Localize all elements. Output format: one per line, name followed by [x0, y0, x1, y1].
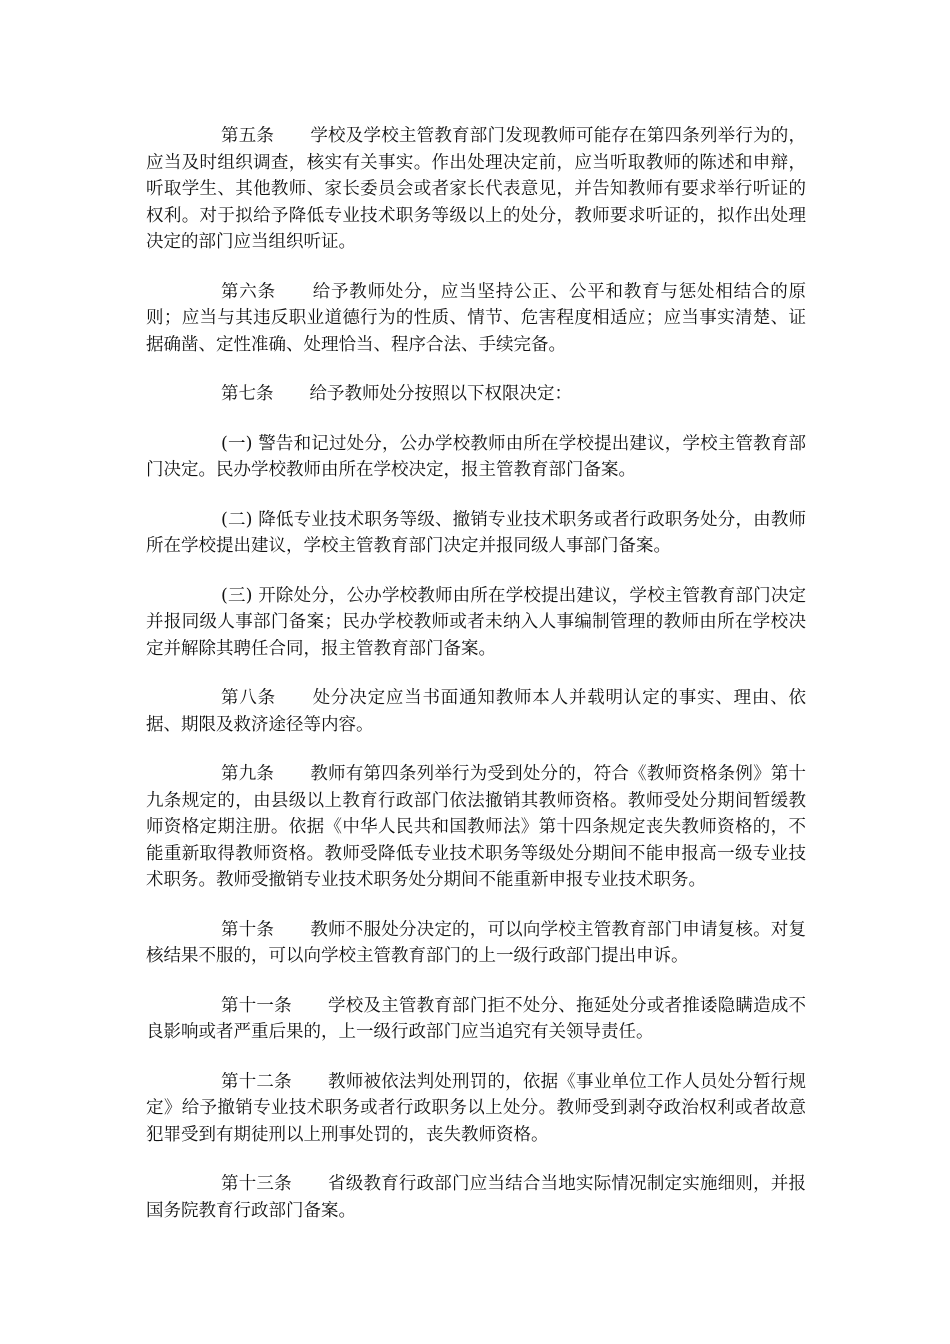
article-text: 给予教师处分，应当坚持公正、公平和教育与惩处相结合的原则；应当与其违反职业道德行为的性质、情节、危害程度相适应；应当事实清楚、证据确凿、定性准确、处理恰当、程序合法、手续完备。	[146, 281, 807, 355]
article-number: 第九条	[221, 764, 275, 784]
article-text: 教师有第四条列举行为受到处分的，符合《教师资格条例》第十九条规定的，由县级以上教育行政部门依法撤销其教师资格。教师受处分期间暂缓教师资格定期注册。依据《中华人民共和国教师法》第十四条规定丧失教师资格的，不能重新取得教师资格。教师受降低专业技术职务等级处分期间不能申报高一级专业技术职务。教师受撤销专业技术职务处分期间不能重新申报专业技术职务。	[146, 764, 807, 890]
article-7-item-1	[146, 431, 806, 484]
article-8	[146, 685, 806, 738]
article-text: 处分决定应当书面通知教师本人并载明认定的事实、理由、依据、期限及救济途径等内容。	[146, 688, 807, 735]
item-text: (二) 降低专业技术职务等级、撤销专业技术职务或者行政职务处分，由教师所在学校提出建议，学校主管教育部门决定并报同级人事部门备案。	[146, 509, 806, 556]
article-text: 学校及学校主管教育部门发现教师可能存在第四条列举行为的，应当及时组织调查，核实有关事实。作出处理决定前，应当听取教师的陈述和申辩，听取学生、其他教师、家长委员会或者家长代表意见，并告知教师有要求举行听证的权利。对于拟给予降低专业技术职务等级以上的处分，教师要求听证的，拟作出处理决定的部门应当组织听证。	[146, 126, 807, 252]
article-text: 省级教育行政部门应当结合当地实际情况制定实施细则，并报国务院教育行政部门备案。	[146, 1174, 807, 1221]
article-text: 学校及主管教育部门拒不处分、拖延处分或者推诿隐瞒造成不良影响或者严重后果的，上一级行政部门应当追究有关领导责任。	[146, 995, 807, 1042]
article-number: 第十二条	[221, 1071, 292, 1092]
document-body	[146, 123, 806, 1247]
article-text: 教师不服处分决定的，可以向学校主管教育部门申请复核。对复核结果不服的，可以向学校主管教育部门的上一级行政部门提出申诉。	[146, 919, 807, 966]
article-number: 第八条	[221, 688, 276, 708]
article-number: 第五条	[221, 126, 275, 146]
article-9	[146, 761, 806, 894]
article-6	[146, 279, 806, 359]
article-7-item-2	[146, 507, 806, 560]
article-number: 第十条	[221, 919, 275, 940]
article-number: 第十一条	[221, 995, 292, 1016]
article-12	[146, 1069, 806, 1149]
article-7	[146, 381, 806, 408]
item-text: (三) 开除处分，公办学校教师由所在学校提出建议，学校主管教育部门决定并报同级人事部门备案；民办学校教师或者未纳入人事编制管理的教师由所在学校决定并解除其聘任合同，报主管教育部门备案。	[146, 585, 806, 659]
item-text: (一) 警告和记过处分，公办学校教师由所在学校提出建议，学校主管教育部门决定。民办学校教师由所在学校决定，报主管教育部门备案。	[146, 433, 806, 480]
article-text: 教师被依法判处刑罚的，依据《事业单位工作人员处分暂行规定》给予撤销专业技术职务或者行政职务以上处分。教师受到剥夺政治权利或者故意犯罪受到有期徒刑以上刑事处罚的，丧失教师资格。	[146, 1071, 807, 1145]
article-number: 第六条	[221, 281, 276, 302]
article-number: 第十三条	[221, 1174, 292, 1194]
article-5	[146, 123, 806, 256]
article-7-item-3	[146, 583, 806, 663]
article-10	[146, 917, 806, 970]
article-11	[146, 993, 806, 1046]
article-number: 第七条	[221, 384, 274, 404]
article-13	[146, 1171, 806, 1224]
article-text: 给予教师处分按照以下权限决定：	[309, 384, 572, 404]
